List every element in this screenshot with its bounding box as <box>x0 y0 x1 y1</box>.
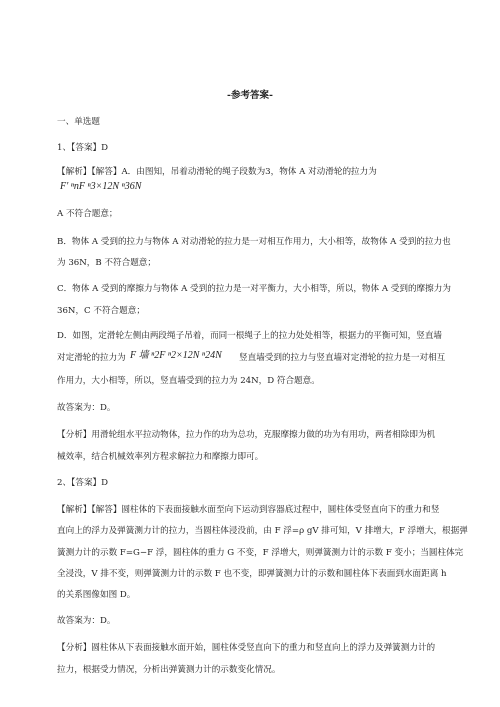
q1-d-line-pre: 对定滑轮的拉力为 <box>57 353 126 363</box>
q1-d-line-post: 竖直墙受到的拉力与竖直墙对定滑轮的拉力是一对相互 <box>239 353 446 363</box>
q1-answer: 1、【答案】D <box>57 143 109 153</box>
q1-analysis-line: 【解析】【解答】A．由图知，吊着动滑轮的绳子段数为3，物体 A 对动滑轮的拉力为 <box>57 167 377 177</box>
q2-note-line: 拉力，根据受力情况，分析出弹簧测力计的示数变化情况。 <box>57 665 281 675</box>
q2-analysis-line: 【解析】【解答】圆柱体的下表面接触水面至向下运动到容器底过程中，圆柱体受竖直向下的重力和竖 <box>57 505 440 515</box>
page-title: -参考答案- <box>227 90 273 101</box>
q1-formula-a: F' ⁿnF ⁿ3×12N ⁿ36N <box>60 181 142 192</box>
q1-b-line: 为 36N，B 不符合题意； <box>57 258 156 268</box>
q1-note-line: 械效率，结合机械效率列方程求解拉力和摩擦力即可。 <box>57 452 264 462</box>
q2-analysis-line: 簧测力计的示数 F=G−F 浮，圆柱体的重力 G 不变，F 浮增大，则弹簧测力计的示数 F 变小；当圆柱体完 <box>57 548 464 558</box>
q1-a-result: A 不符合题意； <box>57 209 118 219</box>
q2-analysis-line: 的关系图像如图 D。 <box>57 590 136 600</box>
q2-note-line: 【分析】圆柱体从下表面接触水面开始，圆柱体受竖直向下的重力和竖直向上的浮力及弹簧测力计的 <box>57 643 436 653</box>
q2-answer: 2、【答案】D <box>57 478 109 488</box>
q1-c-line: C．物体 A 受到的摩擦力与物体 A 受到的拉力是一对平衡力，大小相等，所以，物体 A 受到的摩擦力为 <box>57 284 451 294</box>
q1-formula-d: F 墙 ⁿ2F ⁿ2×12N ⁿ24N <box>130 350 222 361</box>
q2-analysis-line: 直向上的浮力及弹簧测力计的拉力，当圆柱体浸没前，由 F 浮=ρ gV 排可知，V 排增大，F 浮增大，根据弹 <box>57 526 468 536</box>
q1-note-line: 【分析】用滑轮组水平拉动物体，拉力作的功为总功，克服摩擦力做的功为有用功，两者相除即为机 <box>57 430 436 440</box>
q1-conclusion: 故答案为：D。 <box>57 403 116 413</box>
q2-analysis-line: 全浸没，V 排不变，则弹簧测力计的示数 F 也不变，即弹簧测力计的示数和圆柱体下表面到水面距离 h <box>57 569 447 579</box>
q1-c-line: 36N，C 不符合题意； <box>57 306 145 316</box>
q1-d-line: D．如图，定滑轮左侧由两段绳子吊着，而同一根绳子上的拉力处处相等，根据力的平衡可知，竖直墙 <box>57 331 443 341</box>
section-heading: 一、单选题 <box>57 117 100 127</box>
q1-b-line: B．物体 A 受到的拉力与物体 A 对动滑轮的拉力是一对相互作用力，大小相等，故物体 A 受到的拉力也 <box>57 237 451 247</box>
q2-conclusion: 故答案为：D。 <box>57 616 116 626</box>
q1-d-line: 作用力，大小相等，所以，竖直墙受到的拉力为 24N，D 符合题意。 <box>57 376 320 386</box>
